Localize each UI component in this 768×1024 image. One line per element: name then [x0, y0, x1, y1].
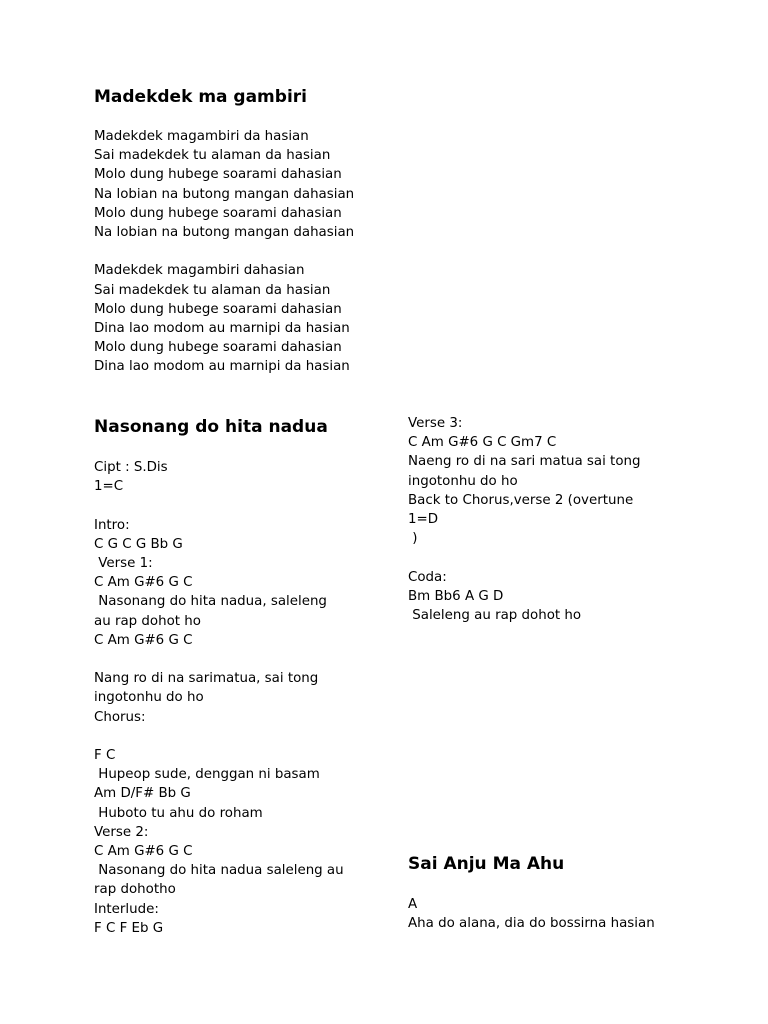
- lyric-line: Cipt : S.Dis: [94, 460, 168, 475]
- lyric-line: Na lobian na butong mangan dahasian: [94, 225, 355, 241]
- lyric-line: Sai madekdek tu alaman da hasian: [94, 282, 331, 298]
- lyric-line: Molo dung hubege soarami dahasian: [94, 205, 342, 221]
- lyric-line: Nang ro di na sarimatua, sai tong: [94, 671, 319, 687]
- lyric-line: Nasonang do hita nadua saleleng au: [94, 863, 344, 879]
- lyric-line: C G C G Bb G: [94, 536, 183, 552]
- lyric-line: C Am G#6 G C: [94, 632, 193, 648]
- lyric-line: Back to Chorus,verse 2 (overtune: [408, 492, 634, 508]
- song-title: Nasonang do hita nadua: [94, 417, 328, 437]
- lyric-line: Naeng ro di na sari matua sai tong: [408, 454, 641, 470]
- lyric-line: Bm Bb6 A G D: [408, 588, 504, 604]
- lyrics-list: [408, 895, 708, 933]
- lyric-line: Verse 2:: [94, 824, 149, 840]
- lyric-line: Madekdek magambiri da hasian: [94, 129, 309, 144]
- lyric-line: 1=D: [408, 512, 439, 528]
- lyric-line: ): [408, 531, 418, 547]
- lyric-line: Dina lao modom au marnipi da hasian: [94, 359, 350, 375]
- lyric-line: Aha do alana, dia do bossirna hasian: [408, 916, 655, 932]
- blank-line: [94, 727, 384, 746]
- lyric-line: Saleleng au rap dohot ho: [408, 608, 582, 624]
- song-nasonang-do-hita-nadua: [94, 416, 384, 938]
- lyric-line: Na lobian na butong mangan dahasian: [94, 186, 355, 202]
- lyric-line: Verse 3:: [408, 416, 463, 431]
- lyric-line: C Am G#6 G C: [94, 844, 193, 860]
- blank-line: [94, 650, 384, 669]
- lyrics-list: [94, 458, 384, 938]
- lyrics-list-continued: [408, 414, 708, 625]
- lyric-line: F C F Eb G: [94, 920, 164, 936]
- lyric-line: Molo dung hubege soarami dahasian: [94, 301, 342, 317]
- lyric-line: Chorus:: [94, 709, 146, 725]
- lyric-line: ingotonhu do ho: [94, 690, 204, 706]
- blank-line: [408, 548, 708, 567]
- lyrics-list: [94, 127, 394, 377]
- lyric-line: C Am G#6 G C: [94, 575, 193, 591]
- lyric-line: Am D/F# Bb G: [94, 786, 191, 802]
- song-title: Sai Anju Ma Ahu: [408, 854, 565, 874]
- lyric-line: Verse 1:: [94, 556, 153, 571]
- lyric-line: rap dohotho: [94, 882, 176, 898]
- lyric-line: Molo dung hubege soarami dahasian: [94, 340, 342, 356]
- song-title: Madekdek ma gambiri: [94, 87, 307, 107]
- lyric-line: C Am G#6 G C Gm7 C: [408, 435, 557, 451]
- lyric-line: F C: [94, 748, 116, 763]
- song-madekdek-ma-gambiri: [94, 86, 394, 377]
- lyric-line: Hupeop sude, denggan ni basam: [94, 767, 320, 783]
- blank-line: [94, 496, 384, 515]
- lyric-line: au rap dohot ho: [94, 613, 201, 629]
- lyric-line: Madekdek magambiri dahasian: [94, 263, 305, 279]
- lyric-line: Interlude:: [94, 901, 159, 917]
- lyric-line: A: [408, 897, 418, 912]
- lyric-line: Molo dung hubege soarami dahasian: [94, 167, 342, 183]
- lyric-line: ingotonhu do ho: [408, 473, 518, 489]
- lyric-line: Intro:: [94, 517, 130, 533]
- lyric-line: Coda:: [408, 569, 447, 585]
- lyric-line: Dina lao modom au marnipi da hasian: [94, 321, 350, 337]
- blank-line: [94, 242, 394, 261]
- song-sai-anju-ma-ahu: [408, 853, 708, 933]
- song-nasonang-continued: [408, 414, 708, 625]
- lyric-line: 1=C: [94, 479, 124, 495]
- lyric-line: Nasonang do hita nadua, saleleng: [94, 594, 327, 610]
- lyric-line: Huboto tu ahu do roham: [94, 805, 263, 821]
- lyric-line: Sai madekdek tu alaman da hasian: [94, 148, 331, 164]
